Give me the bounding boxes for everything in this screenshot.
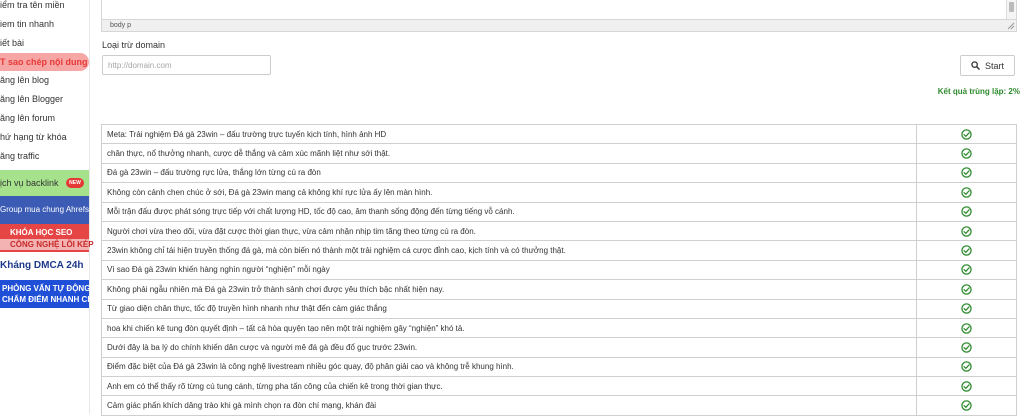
sentence-cell: Không còn cảnh chen chúc ở sới, Đá gà 23win mang cả không khí rực lửa ấy lên màn hình. — [102, 183, 917, 202]
check-circle-icon — [961, 187, 972, 198]
sentence-cell: Từ giao diện chân thực, tốc độ truyền hình nhanh như thật đến cảm giác thắng — [102, 299, 917, 318]
table-row — [102, 183, 1017, 202]
table-row — [102, 144, 1017, 163]
table-row — [102, 299, 1017, 318]
check-circle-icon — [961, 148, 972, 159]
status-cell — [917, 202, 1017, 221]
status-cell — [917, 163, 1017, 182]
seo-course-banner[interactable] — [0, 224, 94, 252]
status-cell — [917, 221, 1017, 240]
start-button-label: Start — [984, 60, 1004, 71]
sentence-cell: Cảm giác phấn khích dâng trào khi gà mình chọn ra đòn chí mạng, khán đài — [102, 396, 917, 415]
ahrefs-group-banner[interactable] — [0, 196, 89, 224]
check-circle-icon — [961, 284, 972, 295]
status-cell — [917, 396, 1017, 415]
banner-line-2: CÔNG NGHỆ LÕI KÉP — [0, 239, 89, 250]
sidebar-item-label: iểm tra tên miền — [0, 0, 65, 10]
check-circle-icon — [961, 303, 972, 314]
status-cell — [917, 377, 1017, 396]
status-cell — [917, 338, 1017, 357]
banner-label: Kháng DMCA 24h — [0, 260, 84, 271]
sidebar-item[interactable] — [0, 90, 89, 109]
sidebar-item-label: ịch vụ backlink — [0, 178, 59, 188]
sidebar-item[interactable] — [0, 34, 89, 53]
table-row — [102, 260, 1017, 279]
exclude-domain-label: Loại trừ domain — [102, 40, 166, 50]
duplicate-result: Kết quả trùng lặp: 2% — [937, 87, 1020, 96]
check-circle-icon — [961, 342, 972, 353]
sentence-cell: chân thực, nổ thưởng nhanh, cược dễ thắng và cảm xúc mãnh liệt như sới thật. — [102, 144, 917, 163]
table-row — [102, 163, 1017, 182]
sentence-cell: Mỗi trận đấu được phát sóng trực tiếp với chất lượng HD, tốc độ cao, âm thanh sống động đến từng tiếng vỗ cánh. — [102, 202, 917, 221]
sidebar-item[interactable] — [0, 0, 89, 15]
table-row — [102, 318, 1017, 337]
sidebar-item-label: iem tin nhanh — [0, 19, 55, 29]
sidebar-item-backlink-service[interactable] — [0, 170, 89, 196]
status-cell — [917, 241, 1017, 260]
sidebar-item-label: iết bài — [0, 38, 25, 48]
status-cell — [917, 183, 1017, 202]
content-editor[interactable] — [101, 0, 1017, 32]
check-circle-icon — [961, 264, 972, 275]
editor-element-path: body p — [102, 19, 1016, 31]
sidebar-item-label: ăng lên Blogger — [0, 94, 64, 104]
check-circle-icon — [961, 400, 972, 411]
sidebar-item-label: ăng lên forum — [0, 113, 56, 123]
start-button[interactable] — [960, 55, 1015, 76]
sidebar-item[interactable] — [0, 128, 89, 147]
sidebar-item-label: hứ hạng từ khóa — [0, 132, 67, 142]
editor-scrollbar[interactable] — [1006, 0, 1016, 19]
sentence-cell: Người chơi vừa theo dõi, vừa đặt cược thời gian thực, vừa cảm nhận nhịp tim tăng theo từng cú ra đòn. — [102, 221, 917, 240]
check-circle-icon — [961, 129, 972, 140]
sentence-cell: Anh em có thể thấy rõ từng cú tung cánh, từng pha tấn công của chiến kê trong thời gian thực. — [102, 377, 917, 396]
sentence-cell: Vì sao Đá gà 23win khiến hàng nghìn người “nghiện” mỗi ngày — [102, 260, 917, 279]
table-row — [102, 338, 1017, 357]
banner-label: Group mua chung Ahrefs — [0, 205, 89, 214]
table-row — [102, 377, 1017, 396]
table-row — [102, 357, 1017, 376]
search-icon — [971, 61, 980, 70]
sidebar-item-label: ăng lên blog — [0, 75, 50, 85]
check-circle-icon — [961, 381, 972, 392]
status-cell — [917, 144, 1017, 163]
check-circle-icon — [961, 167, 972, 178]
sidebar-item-label: ăng traffic — [0, 151, 40, 161]
sentence-cell: Điểm đặc biệt của Đá gà 23win là công nghệ livestream nhiều góc quay, độ phân giải cao và không trễ khung hình. — [102, 357, 917, 376]
banner-line-1: PHỎNG VẤN TỰ ĐỘNG — [2, 284, 91, 293]
check-circle-icon — [961, 226, 972, 237]
table-row — [102, 221, 1017, 240]
dmca-banner[interactable] — [0, 252, 89, 280]
table-row — [102, 396, 1017, 415]
new-badge: NEW — [66, 178, 84, 188]
sidebar-item[interactable] — [0, 15, 89, 34]
banner-line-1: KHÓA HỌC SEO — [10, 227, 73, 237]
sentence-cell: Không phải ngẫu nhiên mà Đá gà 23win trở thành sảnh chơi được yêu thích bậc nhất hiện nay. — [102, 280, 917, 299]
check-circle-icon — [961, 245, 972, 256]
sidebar-item[interactable] — [0, 147, 89, 166]
check-circle-icon — [961, 323, 972, 334]
check-circle-icon — [961, 206, 972, 217]
status-cell — [917, 299, 1017, 318]
sidebar — [0, 0, 112, 414]
results-table — [101, 124, 1017, 416]
sidebar-item[interactable] — [0, 71, 89, 90]
sentence-cell: Meta: Trải nghiệm Đá gà 23win – đấu trường trực tuyến kịch tính, hình ảnh HD — [102, 125, 917, 144]
auto-interview-banner[interactable] — [0, 280, 112, 308]
exclude-domain-input[interactable] — [102, 55, 271, 75]
sidebar-item-label: T sao chép nội dung — [0, 57, 88, 67]
table-row — [102, 241, 1017, 260]
status-cell — [917, 318, 1017, 337]
sentence-cell: Đá gà 23win – đấu trường rực lửa, thắng lớn từng cú ra đòn — [102, 163, 917, 182]
sidebar-item[interactable] — [0, 53, 89, 71]
table-row — [102, 280, 1017, 299]
status-cell — [917, 260, 1017, 279]
status-cell — [917, 125, 1017, 144]
check-circle-icon — [961, 361, 972, 372]
status-cell — [917, 280, 1017, 299]
sidebar-item[interactable] — [0, 109, 89, 128]
sentence-cell: Dưới đây là ba lý do chính khiến dân cược và người mê đá gà đều đổ gục trước 23win. — [102, 338, 917, 357]
table-row — [102, 125, 1017, 144]
status-cell — [917, 357, 1017, 376]
resize-handle-icon[interactable] — [1007, 22, 1015, 30]
sentence-cell: hoa khi chiến kê tung đòn quyết định – tất cả hòa quyện tạo nên một trải nghiệm gây “nghiện” khó tả. — [102, 318, 917, 337]
sentence-cell: 23win không chỉ tái hiện truyền thống đá gà, mà còn biến nó thành một trải nghiệm cá cược đỉnh cao, kịch tính và có thưởng thật. — [102, 241, 917, 260]
banner-line-2: CHẤM ĐIỂM NHANH CHÓNG — [2, 295, 112, 304]
table-row — [102, 202, 1017, 221]
